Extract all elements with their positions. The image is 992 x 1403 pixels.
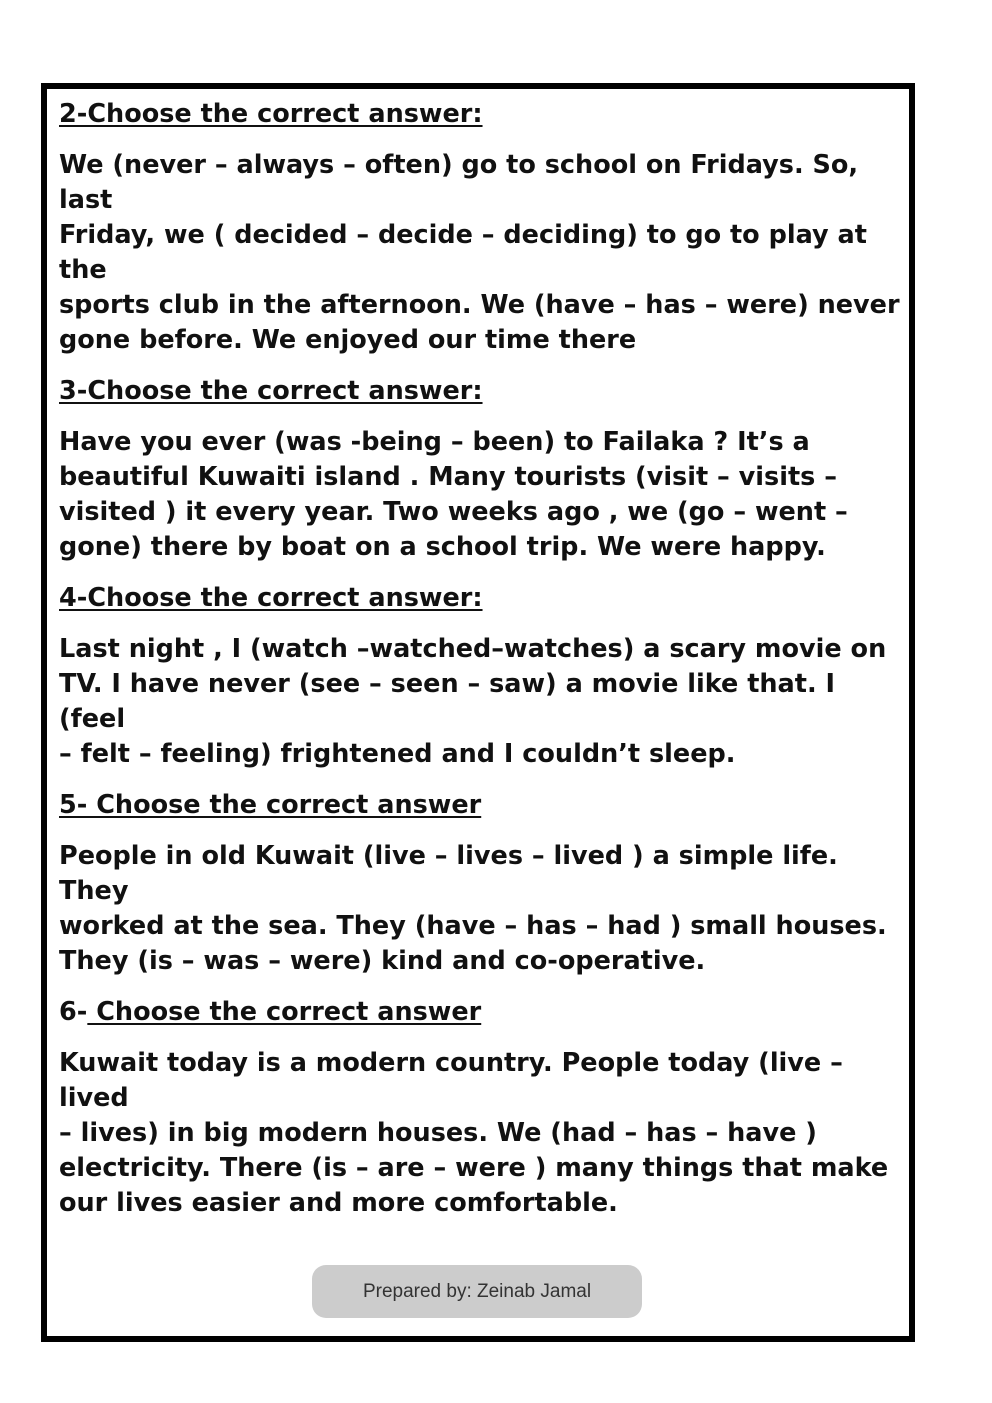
worksheet-frame: [41, 83, 915, 1342]
section-heading: [59, 788, 905, 823]
prepared-by-label: Prepared by: Zeinab Jamal: [362, 1280, 592, 1302]
heading-text: 2-Choose the correct answer:: [59, 99, 483, 129]
question-section-6: [59, 995, 905, 1221]
heading-text: 3-Choose the correct answer:: [59, 376, 483, 406]
section-heading: [59, 374, 905, 409]
section-paragraph: Last night , I (watch –watched–watches) a scary movie on TV. I have never (see – seen – saw) a movie like that. I (feel – felt – feeling) frightened and I couldn’t sleep.: [59, 634, 887, 769]
heading-prefix: 6-: [59, 997, 88, 1027]
heading-text: Choose the correct answer: [87, 997, 482, 1027]
section-heading: [59, 995, 905, 1030]
question-section-2: [59, 97, 905, 358]
prepared-by-badge: [312, 1265, 642, 1318]
section-paragraph: We (never – always – often) go to school on Fridays. So, last Friday, we ( decided – decide – deciding) to go to play at the sports club in the afternoon. We (have – has – were) never gone before. We enjoyed our time there: [59, 150, 900, 355]
section-heading: [59, 97, 905, 132]
heading-text: 5- Choose the correct answer: [59, 790, 482, 820]
question-section-3: [59, 374, 905, 565]
section-paragraph: Have you ever (was -being – been) to Failaka ? It’s a beautiful Kuwaiti island . Many tourists (visit – visits – visited ) it every year. Two weeks ago , we (go – went – gone) there by boat on a school trip. We were happy.: [59, 427, 848, 562]
section-heading: [59, 581, 905, 616]
question-section-4: [59, 581, 905, 772]
section-paragraph: Kuwait today is a modern country. People today (live – lived – lives) in big modern houses. We (had – has – have ) electricity. There (is – are – were ) many things that make our lives easier and more comfortable.: [59, 1048, 889, 1218]
heading-text: 4-Choose the correct answer:: [59, 583, 483, 613]
question-section-5: [59, 788, 905, 979]
worksheet-content: [59, 97, 905, 1237]
section-paragraph: People in old Kuwait (live – lives – lived ) a simple life. They worked at the sea. They (have – has – had ) small houses. They (is – was – were) kind and co-operative.: [59, 841, 887, 976]
